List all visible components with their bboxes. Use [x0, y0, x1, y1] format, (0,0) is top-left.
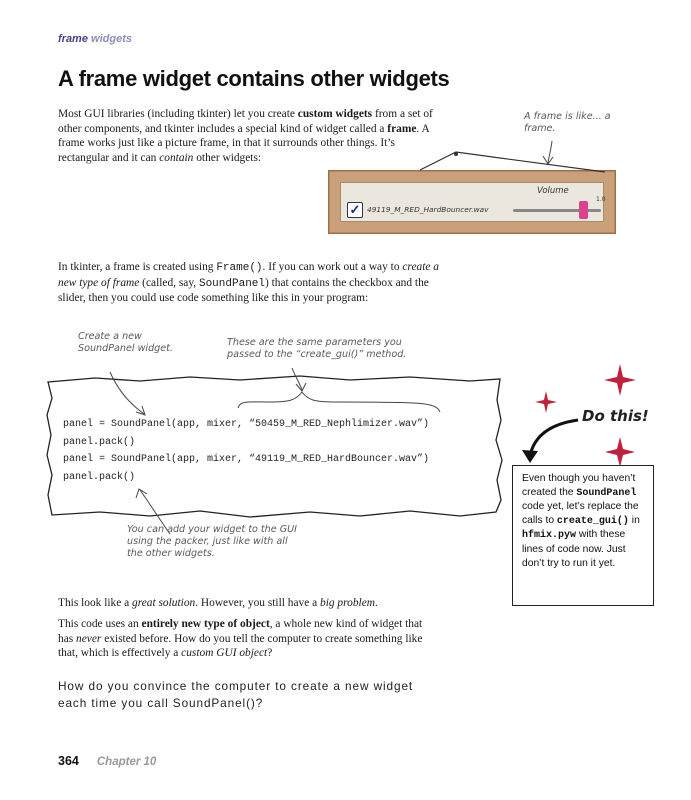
- intro-text-3: . A frame works just like a picture frame, in that it surrounds other things. It’s rectangular and it can: [58, 122, 430, 164]
- box-text-1: Even though you haven’t created the: [522, 473, 636, 498]
- box-code-hfmix: hfmix.pyw: [522, 530, 577, 542]
- p3-text-2: . However, you still have a: [195, 597, 321, 609]
- checkbox-demo-label: 49119_M_RED_HardBouncer.wav: [367, 205, 489, 214]
- intro-italic-contain: contain: [159, 151, 194, 164]
- code-line: panel.pack(): [63, 471, 136, 483]
- p4-italic-custom-gui: custom GUI object: [181, 647, 268, 660]
- note-same-parameters: These are the same parameters you passed to the “create_gui()” method.: [227, 337, 407, 360]
- volume-max-label: 1.0: [596, 196, 606, 203]
- frame-hanging-wire: [420, 152, 605, 172]
- question-text: How do you convince the computer to create a new widget each time you call SoundPanel()?: [58, 679, 414, 710]
- note-add-widget-packer: You can add your widget to the GUI using the packer, just like with all the other widgets.: [127, 524, 297, 559]
- code-line: panel = SoundPanel(app, mixer, “49119_M_RED_HardBouncer.wav”): [63, 454, 430, 465]
- note-frame-is-like: A frame is like... a frame.: [524, 111, 611, 134]
- p3-italic-great: great solution: [132, 597, 196, 609]
- intro-bold-frame: frame: [387, 122, 417, 135]
- running-header-light: widgets: [87, 33, 132, 45]
- box-text-4: with these lines of code now. Just don’t try to run it yet.: [522, 529, 626, 569]
- p2-italic-new-type: create a new type of frame: [58, 261, 439, 289]
- checkbox-demo: ✓: [347, 202, 363, 218]
- page-footer: [58, 754, 156, 768]
- running-header-bold: frame: [58, 33, 88, 45]
- intro-text-4: other widgets:: [193, 151, 262, 164]
- box-code-create-gui: create_gui(): [556, 515, 629, 527]
- p4-bold-new-type: entirely new type of object: [141, 618, 270, 630]
- problem-paragraph: [58, 596, 458, 611]
- p2-text-1: In tkinter, a frame is created using: [58, 261, 217, 273]
- new-object-paragraph: [58, 617, 428, 661]
- note-create-soundpanel: Create a new SoundPanel widget.: [78, 331, 173, 354]
- page-number: 364: [58, 754, 79, 768]
- p2-text-4: ) that contains the checkbox and the slider, then you could use code something like this in your program:: [58, 276, 429, 305]
- do-this-label: Do this!: [582, 407, 649, 425]
- do-this-instruction-box: [512, 465, 654, 606]
- chapter-label: Chapter 10: [96, 756, 157, 768]
- p2-code-soundpanel: SoundPanel: [198, 277, 265, 290]
- p4-text-2: , a whole new kind of widget that has: [58, 618, 423, 645]
- box-text-3: in: [628, 514, 640, 526]
- p3-text-1: This look like a: [58, 597, 133, 609]
- p3-italic-big-problem: big problem: [320, 597, 375, 609]
- do-this-arrow-head: [522, 450, 538, 463]
- page-title: A frame widget contains other widgets: [58, 66, 450, 91]
- p4-text-1: This code uses an: [58, 618, 142, 630]
- code-line: panel = SoundPanel(app, mixer, “50459_M_RED_Nephlimizer.wav”): [63, 419, 430, 430]
- p2-text-3: (called, say,: [139, 276, 199, 289]
- p3-text-3: .: [374, 597, 378, 609]
- intro-text-1: Most GUI libraries (including tkinter) let you create: [58, 108, 298, 120]
- p4-italic-never: never: [76, 632, 102, 645]
- intro-text-2: from a set of other components, and tkinter includes a special kind of widget called a: [58, 108, 433, 135]
- do-this-arrow: [530, 420, 578, 456]
- intro-bold-custom-widgets: custom widgets: [297, 108, 373, 120]
- p4-text-4: ?: [267, 647, 273, 660]
- code-block: [63, 416, 429, 486]
- frame-nail: [454, 152, 458, 156]
- p2-code-frame: Frame(): [216, 262, 263, 274]
- code-line: panel.pack(): [63, 436, 136, 448]
- p2-text-2: . If you can work out a way to: [262, 261, 403, 273]
- box-code-soundpanel: SoundPanel: [576, 487, 637, 499]
- p4-text-3: existed before. How do you tell the computer to create something like that, which is effectively a: [58, 632, 423, 660]
- volume-label: Volume: [537, 186, 569, 196]
- box-text-2: code yet, let’s replace the calls to: [522, 501, 639, 526]
